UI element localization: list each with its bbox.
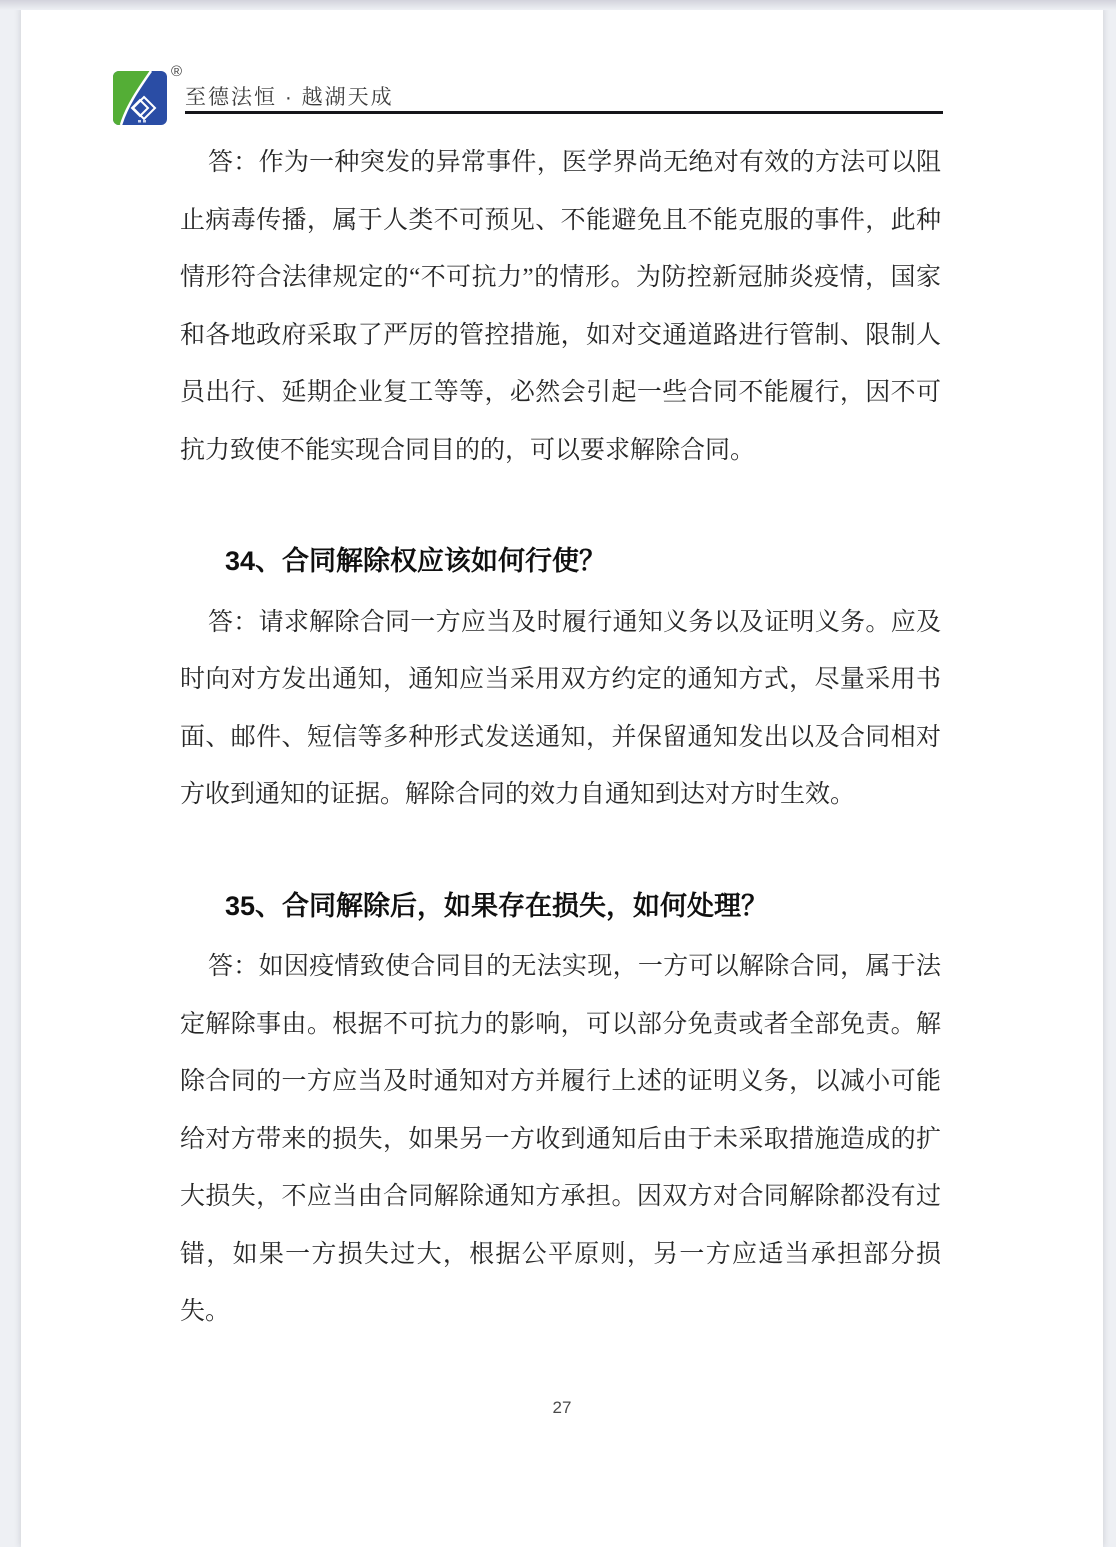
answer-paragraph-35: 答：如因疫情致使合同目的无法实现，一方可以解除合同，属于法定解除事由。根据不可抗力的影响，可以部分免责或者全部免责。解除合同的一方应当及时通知对方并履行上述的证明义务，以减小可能给对方带来的损失，如果另一方收到通知后由于未采取措施造成的扩大损失，不应当由合同解除通知方承担。因双方对合同解除都没有过错，如果一方损失过大，根据公平原则，另一方应适当承担部分损失。: [180, 953, 941, 1325]
registered-trademark-icon: ®: [171, 63, 183, 80]
document-content: [180, 134, 941, 1341]
question-34-heading: 34、合同解除权应该如何行使？: [225, 546, 607, 576]
document-page: [21, 7, 1103, 1547]
question-35-heading: 35、合同解除后，如果存在损失，如何处理？: [225, 890, 769, 921]
company-logo-icon: [113, 71, 167, 125]
answer-paragraph-33: 答：作为一种突发的异常事件，医学界尚无绝对有效的方法可以阻止病毒传播，属于人类不可预见、不能避免且不能克服的事件，此种情形符合法律规定的“不可抗力”的情形。为防控新冠肺炎疫情，国家和各地政府采取了严厉的管控措施，如对交通道路进行管制、限制人员出行、延期企业复工等等，必然会引起一些合同不能履行，因不可抗力致使不能实现合同目的的，可以要求解除合同。: [180, 149, 941, 464]
answer-paragraph-34: 答：请求解除合同一方应当及时履行通知义务以及证明义务。应及时向对方发出通知，通知应当采用双方约定的通知方式，尽量采用书面、邮件、短信等多种形式发送通知，并保留通知发出以及合同相对方收到通知的证据。解除合同的效力自通知到达对方时生效。: [180, 608, 941, 808]
page-footer: [21, 1398, 1103, 1418]
header-divider: [185, 111, 943, 114]
brand-slogan: 至德法恒 · 越湖天成: [185, 86, 394, 109]
page-number: 27: [552, 1398, 572, 1417]
